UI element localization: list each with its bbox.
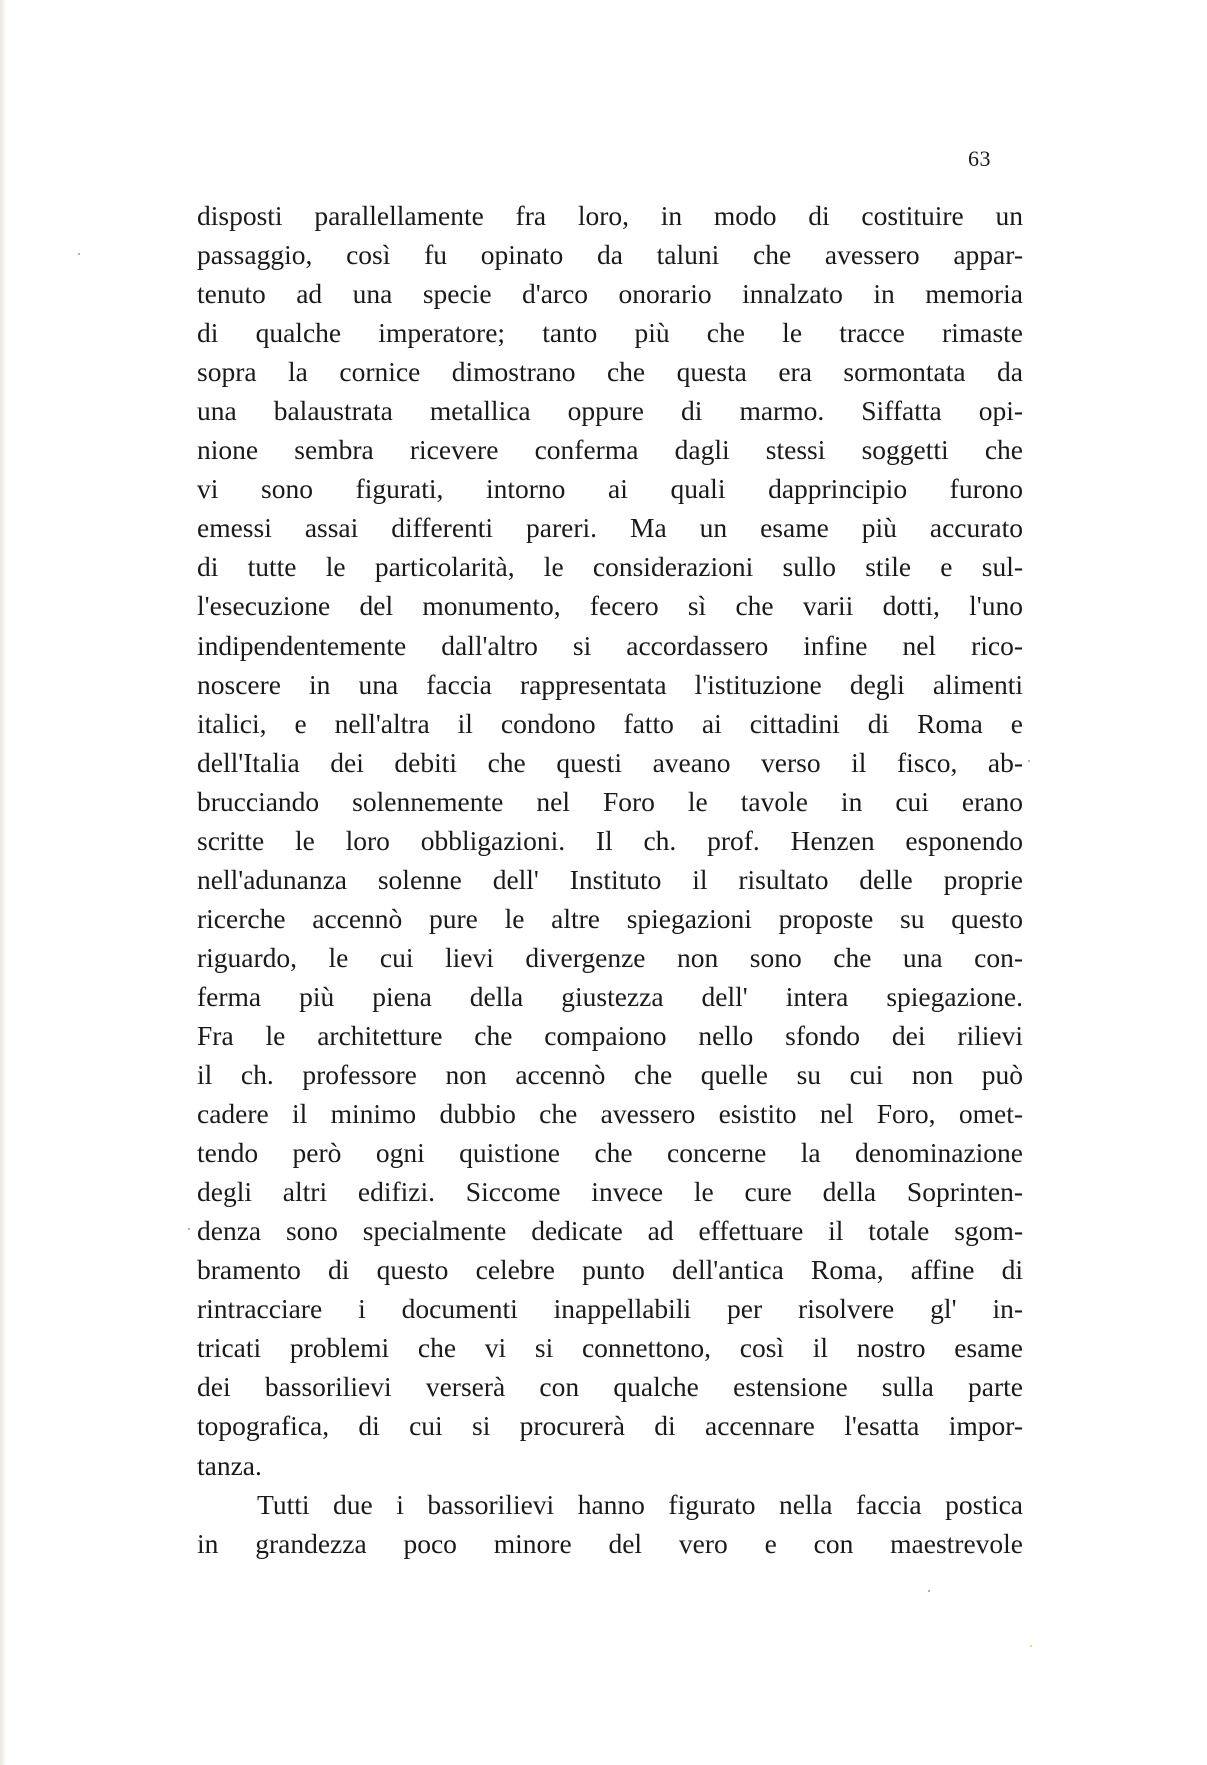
- page-edge: [0, 0, 6, 1765]
- page-number: 63: [968, 146, 991, 171]
- text-line: cadere il minimo dubbio che avessero esistito nel Foro, omet-: [197, 1098, 1023, 1130]
- paragraph-start-line: Tutti due i bassorilievi hanno figurato nella faccia postica: [257, 1488, 1023, 1520]
- text-line: rintracciare i documenti inappellabili per risolvere gl' in-: [197, 1293, 1023, 1325]
- text-line: dell'Italia dei debiti che questi aveano verso il fisco, ab-: [197, 746, 1023, 778]
- text-line: denza sono specialmente dedicate ad effettuare il totale sgom-: [197, 1215, 1023, 1247]
- text-line: ricerche accennò pure le altre spiegazioni proposte su questo: [197, 902, 1023, 934]
- text-line: italici, e nell'altra il condono fatto ai cittadini di Roma e: [197, 707, 1023, 739]
- paper-speck: [78, 253, 80, 255]
- text-line: disposti parallellamente fra loro, in modo di costituire un: [197, 200, 1023, 231]
- text-line: emessi assai differenti pareri. Ma un esame più accurato: [197, 512, 1023, 544]
- text-line: nione sembra ricevere conferma dagli stessi soggetti che: [197, 434, 1023, 466]
- text-line: topografica, di cui si procurerà di accennare l'esatta impor-: [197, 1410, 1023, 1442]
- text-line: di qualche imperatore; tanto più che le tracce rimaste: [197, 317, 1023, 349]
- paper-speck: [188, 1228, 190, 1230]
- paper-speck: [1028, 760, 1030, 762]
- text-line: sopra la cornice dimostrano che questa era sormontata da: [197, 356, 1023, 388]
- text-line: riguardo, le cui lievi divergenze non sono che una con-: [197, 941, 1023, 973]
- text-line: una balaustrata metallica oppure di marmo. Siffatta opi-: [197, 395, 1023, 427]
- paragraph-end-line: tanza.: [197, 1449, 262, 1481]
- paper-speck: [1030, 1645, 1032, 1647]
- text-line: vi sono figurati, intorno ai quali dapprincipio furono: [197, 473, 1023, 505]
- paper-speck: [928, 1590, 930, 1592]
- text-line: il ch. professore non accennò che quelle su cui non può: [197, 1059, 1023, 1091]
- text-line: brucciando solennemente nel Foro le tavole in cui erano: [197, 785, 1023, 817]
- text-line: tricati problemi che vi si connettono, così il nostro esame: [197, 1332, 1023, 1364]
- text-line: l'esecuzione del monumento, fecero sì che varii dotti, l'uno: [197, 590, 1023, 622]
- body-text: [197, 196, 1023, 1563]
- text-line: di tutte le particolarità, le considerazioni sullo stile e sul-: [197, 551, 1023, 583]
- text-line: dei bassorilievi verserà con qualche estensione sulla parte: [197, 1371, 1023, 1403]
- text-line: nell'adunanza solenne dell' Instituto il risultato delle proprie: [197, 863, 1023, 895]
- text-line: tenuto ad una specie d'arco onorario innalzato in memoria: [197, 278, 1023, 310]
- text-line: bramento di questo celebre punto dell'antica Roma, affine di: [197, 1254, 1023, 1286]
- text-line: scritte le loro obbligazioni. Il ch. prof. Henzen esponendo: [197, 824, 1023, 856]
- text-line: noscere in una faccia rappresentata l'istituzione degli alimenti: [197, 668, 1023, 700]
- text-line: tendo però ogni quistione che concerne la denominazione: [197, 1137, 1023, 1169]
- text-line: indipendentemente dall'altro si accordassero infine nel rico-: [197, 629, 1023, 661]
- text-line: degli altri edifizi. Siccome invece le cure della Soprinten-: [197, 1176, 1023, 1208]
- text-line: passaggio, così fu opinato da taluni che avessero appar-: [197, 239, 1023, 271]
- text-line: in grandezza poco minore del vero e con maestrevole: [197, 1527, 1023, 1559]
- text-line: ferma più piena della giustezza dell' intera spiegazione.: [197, 980, 1023, 1012]
- text-line: Fra le architetture che compaiono nello sfondo dei rilievi: [197, 1019, 1023, 1051]
